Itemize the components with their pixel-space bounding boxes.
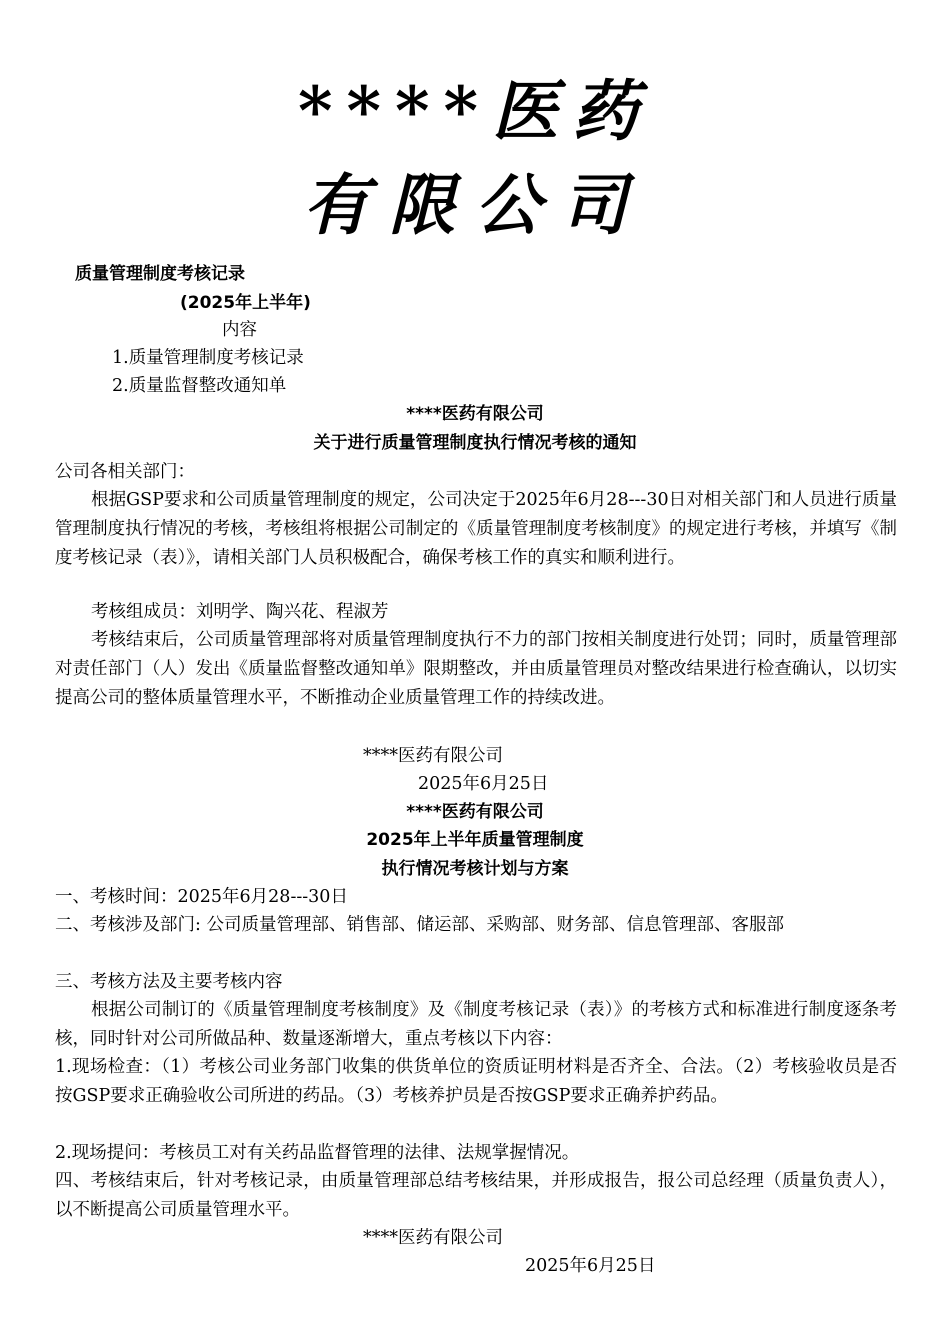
record-period: (2025年上半年): [180, 293, 311, 313]
plan-method-body: 根据公司制订的《质量管理制度考核制度》及《制度考核记录（表）》的考核方式和标准进行制度逐条考核，同时针对公司所做品种、数量逐渐增大，重点考核以下内容：: [55, 1000, 897, 1049]
record-title: 质量管理制度考核记录: [75, 264, 245, 284]
company-title-line1: ****医药: [297, 72, 653, 150]
company-title-line2: 有限公司: [303, 166, 647, 244]
plan-item-time: 一、考核时间：2025年6月28---30日: [55, 887, 348, 907]
notice-signature: ****医药有限公司: [363, 746, 503, 766]
plan-title-line2: 执行情况考核计划与方案: [381, 859, 569, 879]
plan-item-departments: 二、考核涉及部门: 公司质量管理部、销售部、储运部、采购部、财务部、信息管理部、客服部: [55, 915, 784, 935]
notice-members: 考核组成员：刘明学、陶兴花、程淑芳: [91, 602, 389, 622]
notice-paragraph: 根据GSP要求和公司质量管理制度的规定，公司决定于2025年6月28---30日对相关部门和人员进行质量管理制度执行情况的考核，考核组将根据公司制定的《质量管理制度考核制度》的规定进行考核，并填写《制度考核记录（表）》，请相关部门人员积极配合，确保考核工作的真实和顺利进行。: [55, 490, 897, 568]
plan-item-summary: 四、考核结束后，针对考核记录，由质量管理部总结考核结果，并形成报告，报公司总经理（质量负责人），以不断提高公司质量管理水平。: [55, 1171, 897, 1220]
notice-title: 关于进行质量管理制度执行情况考核的通知: [313, 433, 637, 453]
contents-label: 内容: [222, 320, 257, 340]
plan-check-questions: 2.现场提问：考核员工对有关药品监督管理的法律、法规掌握情况。: [55, 1143, 580, 1163]
plan-title-line1: 2025年上半年质量管理制度: [366, 830, 584, 850]
notice-salutation: 公司各相关部门：: [55, 462, 195, 482]
contents-item: 2.质量监督整改通知单: [112, 376, 287, 396]
plan-check-onsite: 1.现场检查：（1）考核公司业务部门收集的供货单位的资质证明材料是否齐全、合法。（2）考核验收员是否按GSP要求正确验收公司所进的药品。（3）考核养护员是否按GSP要求正确养护药品。: [55, 1057, 897, 1106]
notice-company: ****医药有限公司: [406, 404, 544, 424]
notice-paragraph: 考核结束后，公司质量管理部将对质量管理制度执行不力的部门按相关制度进行处罚；同时，质量管理部对责任部门（人）发出《质量监督整改通知单》限期整改，并由质量管理员对整改结果进行检查确认，以切实提高公司的整体质量管理水平，不断推动企业质量管理工作的持续改进。: [55, 630, 897, 708]
plan-date: 2025年6月25日: [525, 1256, 656, 1276]
plan-signature: ****医药有限公司: [363, 1228, 503, 1248]
plan-item-method: 三、考核方法及主要考核内容: [55, 972, 283, 992]
notice-date: 2025年6月25日: [418, 774, 549, 794]
contents-item: 1.质量管理制度考核记录: [112, 348, 304, 368]
plan-company: ****医药有限公司: [406, 802, 544, 822]
